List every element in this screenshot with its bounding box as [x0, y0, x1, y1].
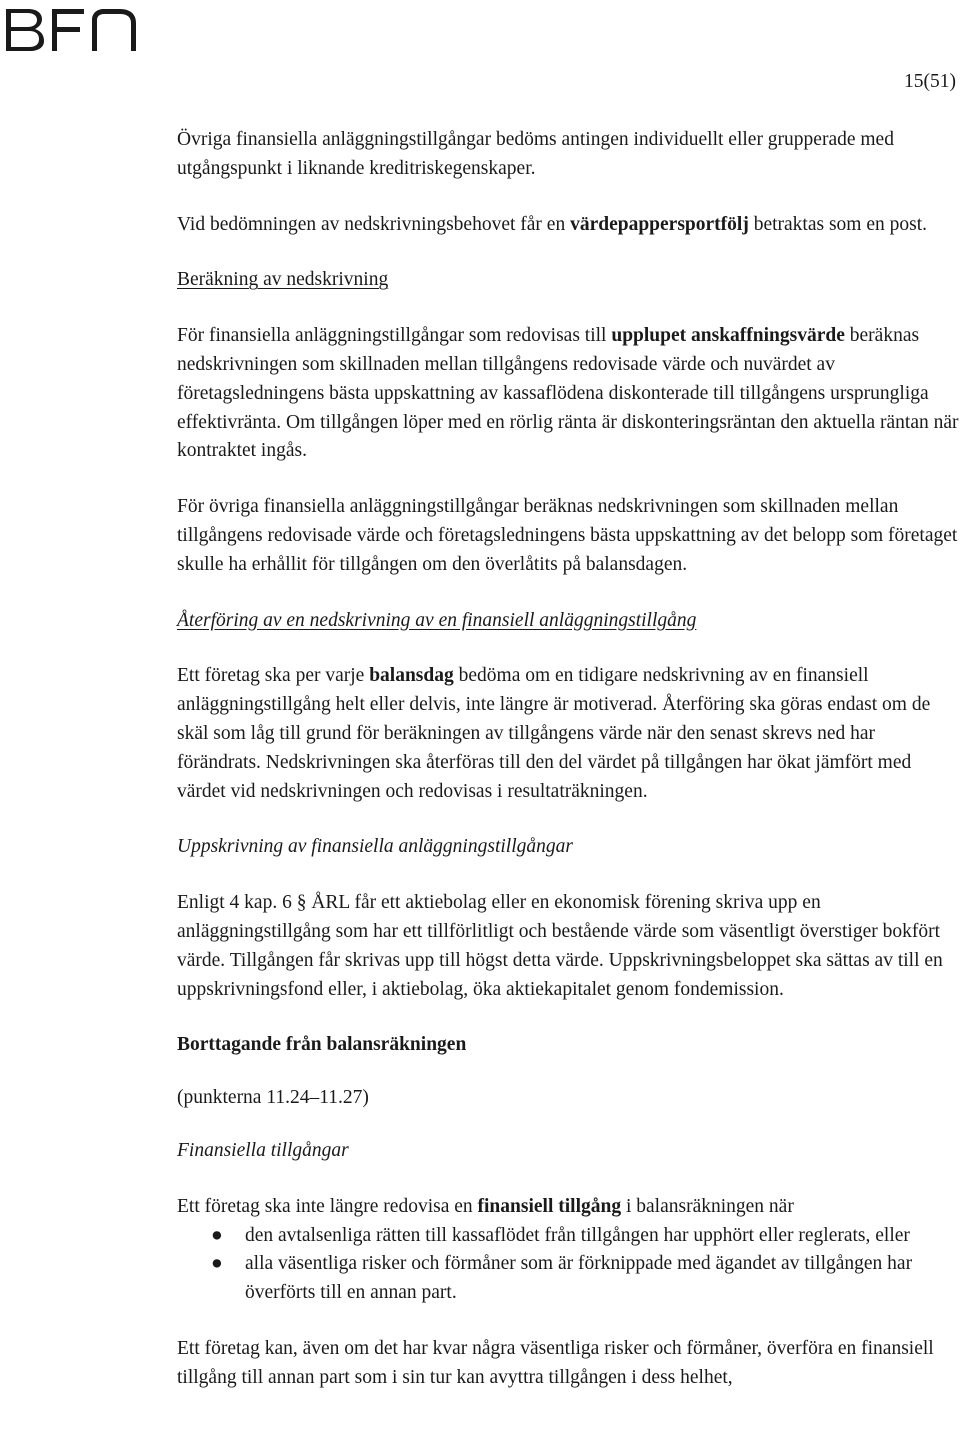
- paragraph-punkterna: (punkterna 11.24–11.27): [177, 1087, 369, 1109]
- term-vardepappersportfolj: värdepappersportfölj: [570, 213, 749, 235]
- paragraph-uppskrivning: Enligt 4 kap. 6 § ÅRL får ett aktiebolag eller en ekonomisk förening skriva upp en anläggningstillgång som har ett tillförlitligt och bestående värde som väsentligt överstiger bokfört värde. Tillgången får skrivas upp till högst detta värde. Uppskrivningsbeloppet ska sättas av till en uppskrivningsfond eller, i aktiebolag, öka aktiekapitalet genom fondemission.: [177, 892, 943, 1000]
- heading-borttagande: Borttagande från balansräkningen: [177, 1034, 467, 1056]
- bfn-logo: [2, 6, 138, 54]
- paragraph-aterforing: Ett företag ska per varje balansdag bedöma om en tidigare nedskrivning av en finansiell anläggningstillgång helt eller delvis, inte längre är motiverad. Återföring ska göras endast om de skäl som låg till grund för beräkningen av tillgångens värde när den senast skrevs ned har förändrats. Nedskrivningen ska återföras till den del värdet på tillgången har ökat jämfört med värdet vid nedskrivningen och redovisas i resultaträkningen.: [177, 665, 931, 802]
- list-item: ● alla väsentliga risker och förmåner som är förknippade med ägandet av tillgången har överförts till en annan part.: [177, 1250, 960, 1308]
- bullet-icon: ●: [211, 1253, 223, 1275]
- paragraph-upplupet: För finansiella anläggningstillgångar som redovisas till upplupet anskaffningsvärde beräknas nedskrivningen som skillnaden mellan tillgångens redovisade värde och nuvärdet av företagsledningens bästa uppskattning av kassaflödena diskonterade till tillgångens ursprungliga effektivränta. Om tillgången löper med en rörlig ränta är diskonteringsräntan den aktuella räntan när kontraktet ingås.: [177, 325, 959, 462]
- heading-uppskrivning: Uppskrivning av finansiella anläggningstillgångar: [177, 836, 573, 858]
- heading-berakning: Beräkning av nedskrivning: [177, 269, 389, 291]
- document-body: [177, 126, 960, 1393]
- logo-letter-f: [52, 9, 84, 51]
- paragraph-ovriga: Övriga finansiella anläggningstillgångar bedöms antingen individuellt eller grupperade med utgångspunkt i liknande kreditriskegenskaper.: [177, 129, 894, 179]
- heading-aterforing: Återföring av en nedskrivning av en finansiell anläggningstillgång: [177, 609, 697, 631]
- paragraph-portfolj: Vid bedömningen av nedskrivningsbehovet får en värdepappersportfölj betraktas som en post.: [177, 213, 928, 235]
- heading-finansiella-tillgangar: Finansiella tillgångar: [177, 1139, 349, 1161]
- term-finansiell-tillgang: finansiell tillgång: [477, 1195, 622, 1217]
- term-upplupet-anskaffningsvarde: upplupet anskaffningsvärde: [611, 325, 845, 347]
- list-item: ● den avtalsenliga rätten till kassaflödet från tillgången har upphört eller reglerats, eller: [177, 1222, 960, 1251]
- logo-letter-n: [92, 9, 136, 51]
- paragraph-finansiell-tillgang: Ett företag ska inte längre redovisa en finansiell tillgång i balansräkningen när: [177, 1195, 794, 1217]
- paragraph-ovriga-berakning: För övriga finansiella anläggningstillgångar beräknas nedskrivningen som skillnaden mellan tillgångens redovisade värde och företagsledningens bästa uppskattning av det belopp som företaget skulle ha erhållit för tillgången om den överlåtits på balansdagen.: [177, 496, 958, 575]
- page-number: 15(51): [904, 71, 956, 92]
- term-balansdag: balansdag: [369, 665, 454, 687]
- bullet-icon: ●: [211, 1224, 223, 1246]
- logo-letter-b: [6, 9, 44, 51]
- paragraph-overfora: Ett företag kan, även om det har kvar några väsentliga risker och förmåner, överföra en finansiell tillgång till annan part som i sin tur kan avyttra tillgången i dess helhet,: [177, 1337, 934, 1388]
- bullet-list: [177, 1222, 960, 1308]
